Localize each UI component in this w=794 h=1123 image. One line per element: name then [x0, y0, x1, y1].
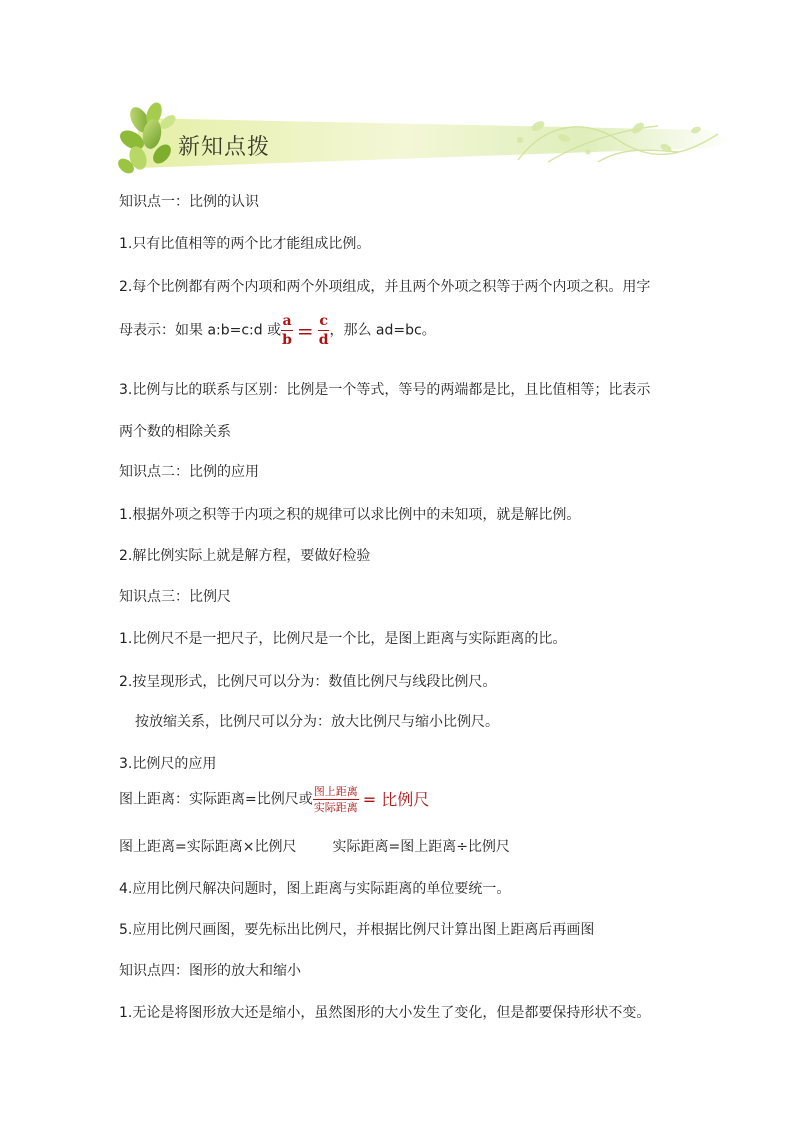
- banner-title: 新知点拨: [178, 135, 271, 160]
- k4-title: 知识点四：图形的放大和缩小: [119, 963, 301, 979]
- fraction-numerator: c: [319, 313, 328, 329]
- k1-line-5: 两个数的相除关系: [119, 424, 231, 440]
- section-banner: [118, 100, 734, 178]
- k3-line-4: 3.比例尺的应用: [119, 756, 217, 772]
- k3-line-3: 按放缩关系，比例尺可以分为：放大比例尺与缩小比例尺。: [135, 714, 499, 730]
- k3-title: 知识点三：比例尺: [119, 589, 231, 605]
- k2-line-1: 1.根据外项之积等于内项之积的规律可以求比例中的未知项，就是解比例。: [119, 507, 581, 523]
- k3-line-2: 2.按呈现形式，比例尺可以分为：数值比例尺与线段比例尺。: [119, 674, 497, 690]
- k3-line-6-a: 图上距离=实际距离×比例尺: [119, 839, 297, 855]
- fraction-map-over-actual: [313, 786, 359, 813]
- fraction-c-over-d: [318, 314, 330, 347]
- k3-line-6-b: 实际距离=图上距离÷比例尺: [332, 839, 510, 855]
- k1-line-3-pre: 母表示：如果 a:b=c:d 或: [119, 322, 282, 339]
- k1-line-1: 1.只有比值相等的两个比才能组成比例。: [119, 236, 371, 252]
- k2-line-2: 2.解比例实际上就是解方程，要做好检验: [119, 548, 371, 564]
- fraction-denominator: 实际距离: [313, 801, 358, 814]
- fraction-numerator: 图上距离: [313, 785, 358, 798]
- k1-line-4: 3.比例与比的联系与区别：比例是一个等式，等号的两端都是比，且比值相等；比表示: [119, 382, 651, 398]
- fraction-denominator: d: [318, 332, 329, 348]
- fraction-numerator: a: [282, 313, 292, 329]
- k1-line-3-post: ，那么 ad=bc。: [329, 322, 436, 339]
- k3-line-8: 5.应用比例尺画图，要先标出比例尺，并根据比例尺计算出图上距离后再画图: [119, 922, 595, 938]
- equals-scale: = 比例尺: [362, 789, 430, 809]
- k4-line-1: 1.无论是将图形放大还是缩小，虽然图形的大小发生了变化，但是都要保持形状不变。: [119, 1005, 651, 1021]
- k3-line-5: [119, 786, 429, 813]
- k3-line-1: 1.比例尺不是一把尺子，比例尺是一个比，是图上距离与实际距离的比。: [119, 631, 567, 647]
- fraction-denominator: b: [282, 332, 292, 348]
- k3-line-6: [119, 838, 510, 856]
- equals-sign: =: [296, 318, 314, 343]
- k3-line-5-pre: 图上距离：实际距离=比例尺或: [119, 791, 313, 808]
- k1-line-2: 2.每个比例都有两个内项和两个外项组成，并且两个外项之积等于两个内项之积。用字: [119, 279, 651, 295]
- k1-title: 知识点一：比例的认识: [119, 194, 259, 210]
- k2-title: 知识点二：比例的应用: [119, 464, 259, 480]
- k1-line-3: [119, 314, 436, 347]
- fraction-a-over-b: [281, 314, 293, 347]
- k3-line-7: 4.应用比例尺解决问题时，图上距离与实际距离的单位要统一。: [119, 881, 511, 897]
